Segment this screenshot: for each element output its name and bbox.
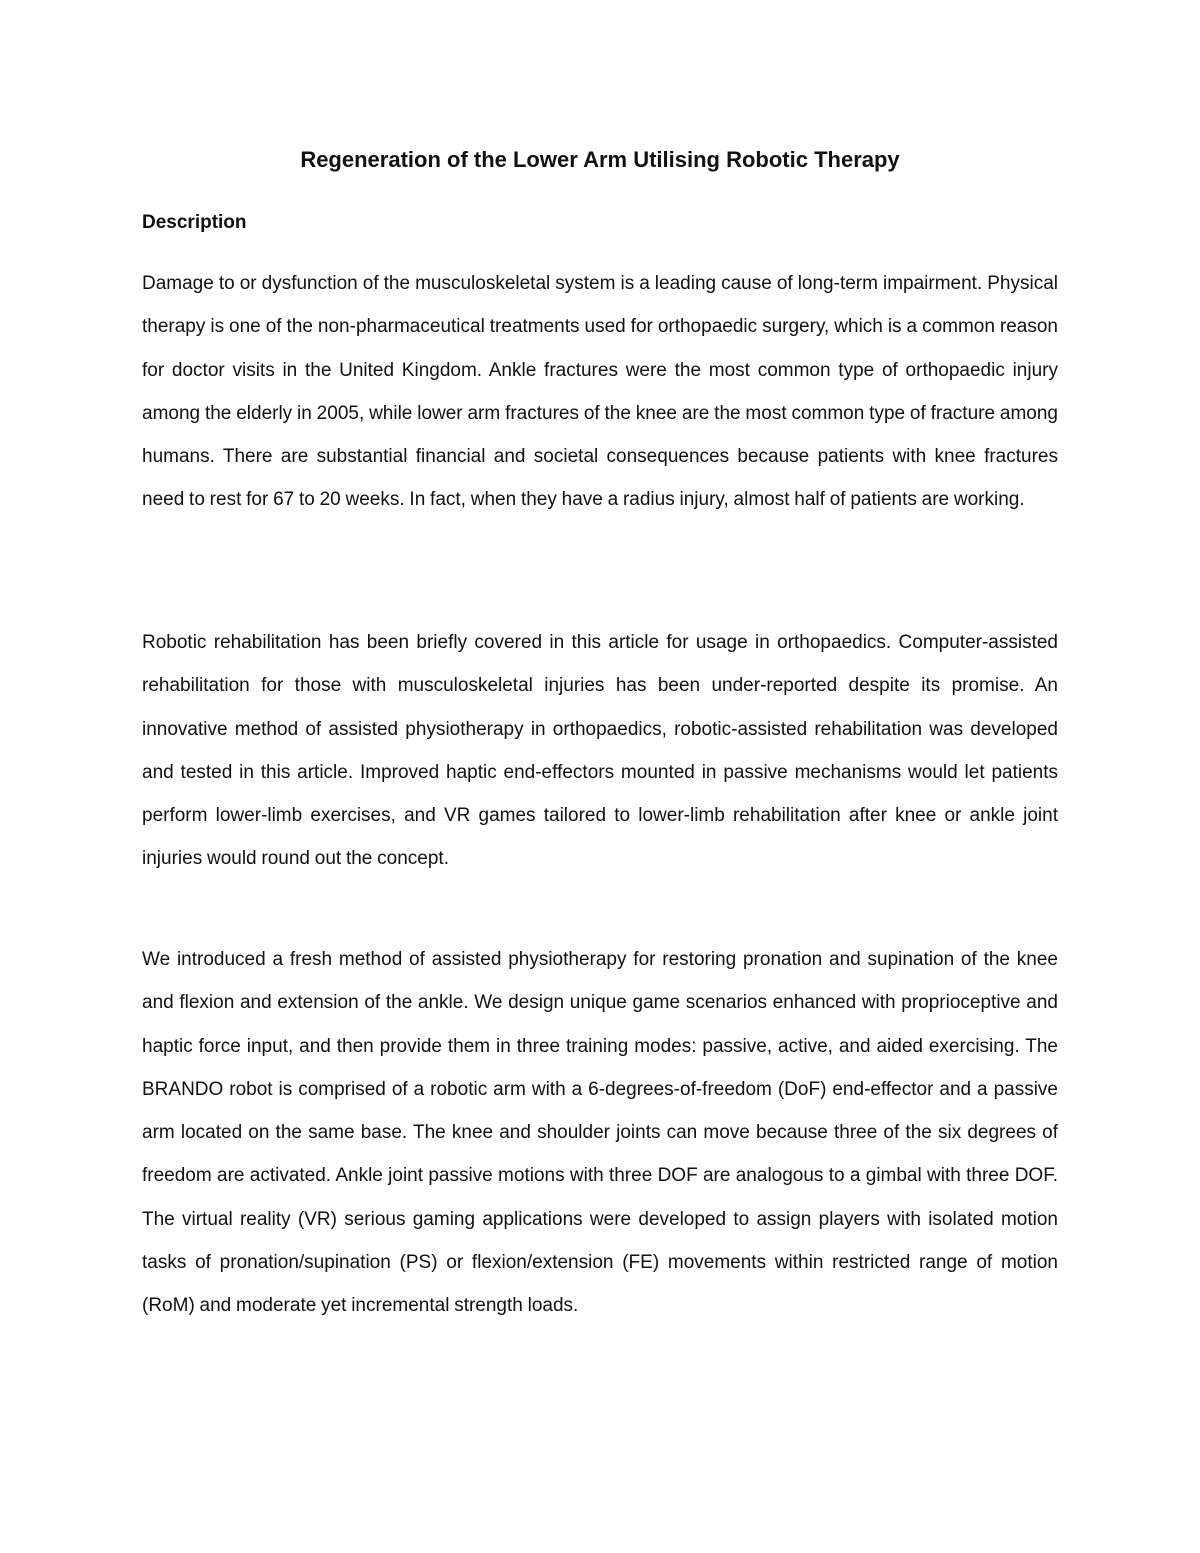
section-heading-description: Description — [142, 212, 247, 233]
document-title: Regeneration of the Lower Arm Utilising Robotic Therapy — [300, 147, 900, 172]
paragraph-3: We introduced a fresh method of assisted physiotherapy for restoring pronation and supination of the knee and flexion and extension of the ankle. We design unique game scenarios enhanced with proprioceptive and haptic force input, and then provide them in three training modes: passive, active, and aided exercising. The BRANDO robot is comprised of a robotic arm with a 6-degrees-of-freedom (DoF) end-effector and a passive arm located on the same base. The knee and shoulder joints can move because three of the six degrees of freedom are activated. Ankle joint passive motions with three DOF are analogous to a gimbal with three DOF. The virtual reality (VR) serious gaming applications were developed to assign players with isolated motion tasks of pronation/supination (PS) or flexion/extension (FE) movements within restricted range of motion (RoM) and moderate yet incremental strength loads. — [142, 949, 1058, 1317]
paragraph-2: Robotic rehabilitation has been briefly covered in this article for usage in orthopaedics. Computer-assisted rehabilitation for those with musculoskeletal injuries has been under-reported despite its promise. An innovative method of assisted physiotherapy in orthopaedics, robotic-assisted rehabilitation was developed and tested in this article. Improved haptic end-effectors mounted in passive mechanisms would let patients perform lower-limb exercises, and VR games tailored to lower-limb rehabilitation after knee or ankle joint injuries would round out the concept. — [142, 632, 1058, 870]
paragraph-1: Damage to or dysfunction of the musculoskeletal system is a leading cause of long-term impairment. Physical therapy is one of the non-pharmaceutical treatments used for orthopaedic surgery, which is a common reason for doctor visits in the United Kingdom. Ankle fractures were the most common type of orthopaedic injury among the elderly in 2005, while lower arm fractures of the knee are the most common type of fracture among humans. There are substantial financial and societal consequences because patients with knee fractures need to rest for 67 to 20 weeks. In fact, when they have a radius injury, almost half of patients are working. — [142, 273, 1058, 511]
